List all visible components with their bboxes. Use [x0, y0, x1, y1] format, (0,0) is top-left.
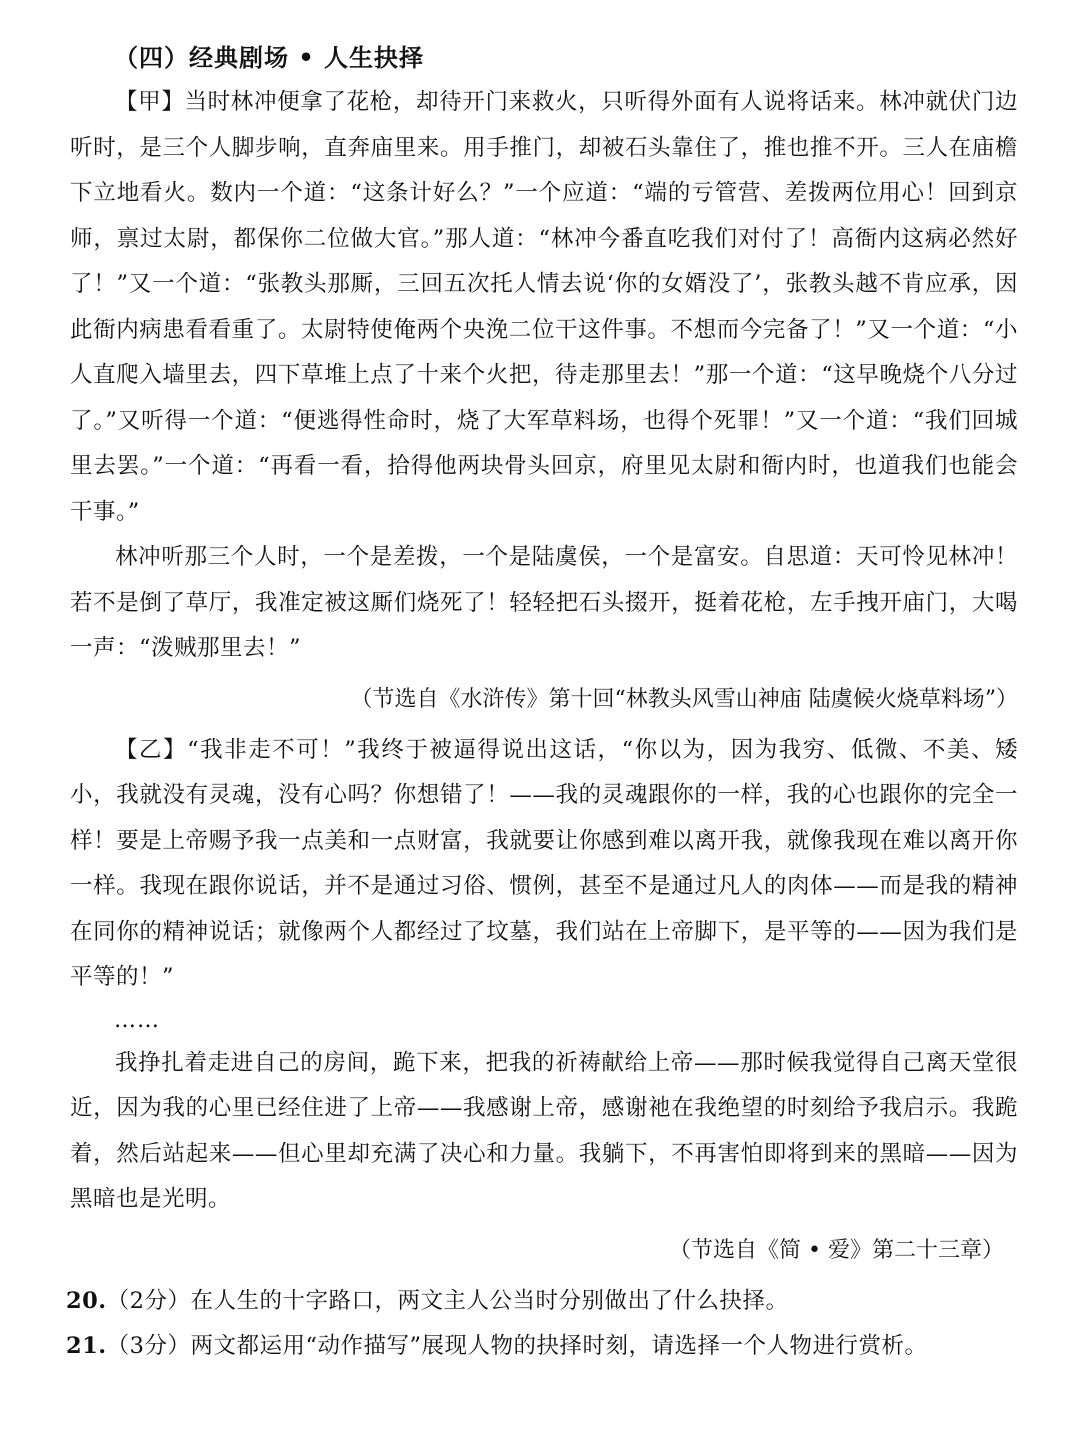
question-21-text: （3分）两文都运用“动作描写”展现人物的抉择时刻，请选择一个人物进行赏析。 [106, 1332, 928, 1359]
section-title: （四）经典剧场 • 人生抉择 [114, 43, 425, 72]
question-21 [66, 1324, 1018, 1369]
passage-b-paragraph-1: 【乙】“我非走不可！”我终于被逼得说出这话，“你以为，因为我穷、低微、不美、矮小，我就没有灵魂，没有心吗？你想错了！——我的灵魂跟你的一样，我的心也跟你的完全一样！要是上帝赐予我一点美和一点财富，我就要让你感到难以离开我，就像我现在难以离开你一样。我现在跟你说话，并不是通过习俗、惯例，甚至不是通过凡人的肉体——而是我的精神在同你的精神说话；就像两个人都经过了坟墓，我们站在上帝脚下，是平等的——因为我们是平等的！” [70, 736, 1018, 990]
passage-a-paragraph-1: 【甲】当时林冲便拿了花枪，却待开门来救火，只听得外面有人说将话来。林冲就伏门边听时，是三个人脚步响，直奔庙里来。用手推门，却被石头靠住了，推也推不开。三人在庙檐下立地看火。数内一个道：“这条计好么？”一个应道：“端的亏管营、差拨两位用心！回到京师，禀过太尉，都保你二位做大官。”那人道：“林冲今番直吃我们对付了！高衙内这病必然好了！”又一个道：“张教头那厮，三回五次托人情去说‘你的女婿没了’，张教头越不肯应承，因此衙内病患看看重了。太尉特使俺两个央浼二位干这件事。不想而今完备了！”又一个道：“小人直爬入墙里去，四下草堆上点了十来个火把，待走那里去！”那一个道：“这早晚烧个八分过了。”又听得一个道：“便逃得性命时，烧了大军草料场，也得个死罪！”又一个道：“我们回城里去罢。”一个道：“再看一看，拾得他两块骨头回京，府里见太尉和衙内时，也道我们也能会干事。” [70, 89, 1018, 525]
passage-a [70, 80, 1018, 722]
passage-b [70, 728, 1018, 1273]
passage-b-ellipsis: …… [114, 1007, 160, 1033]
question-20-text: （2分）在人生的十字路口，两文主人公当时分别做出了什么抉择。 [106, 1287, 789, 1314]
passage-b-source: （节选自《简 • 爱》第二十三章） [669, 1237, 1004, 1263]
passage-a-paragraph-2: 林冲听那三个人时，一个是差拨，一个是陆虞侯，一个是富安。自思道：天可怜见林冲！若不是倒了草厅，我准定被这厮们烧死了！轻轻把石头掇开，挺着花枪，左手拽开庙门，大喝一声：“泼贼那里去！” [70, 544, 1018, 661]
passage-b-paragraph-2: 我挣扎着走进自己的房间，跪下来，把我的祈祷献给上帝——那时候我觉得自己离天堂很近，因为我的心里已经住进了上帝——我感谢上帝，感谢祂在我绝望的时刻给予我启示。我跪着，然后站起来——但心里却充满了决心和力量。我躺下，不再害怕即将到来的黑暗——因为黑暗也是光明。 [70, 1049, 1018, 1212]
question-21-number: 21. [66, 1332, 107, 1359]
question-20 [66, 1279, 1018, 1324]
passage-a-source: （节选自《水浒传》第十回“林教头风雪山神庙 陆虞候火烧草料场”） [350, 686, 1018, 712]
question-20-number: 20. [66, 1287, 107, 1314]
question-list [66, 1279, 1018, 1369]
